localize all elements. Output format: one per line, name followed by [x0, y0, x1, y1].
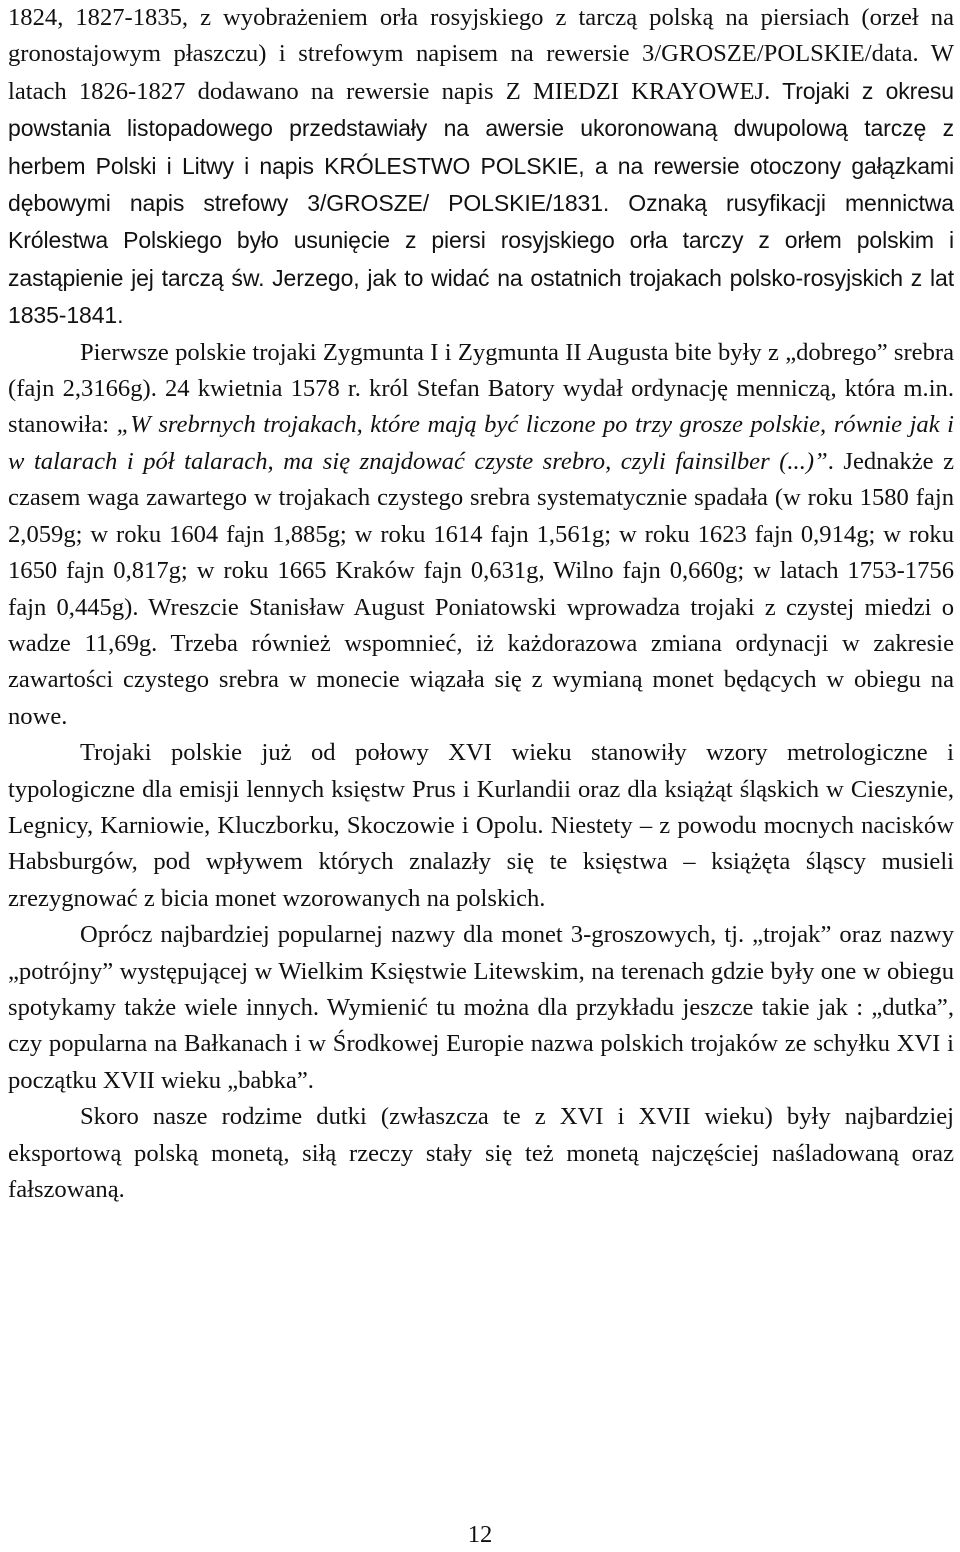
paragraph-4-text: Oprócz najbardziej popularnej nazwy dla monet 3-groszowych, tj. „trojak” oraz nazwy „potrójny” występującej w Wielkim Księstwie Litewskim, na terenach gdzie były one w obiegu spotykamy także wiele innych. Wymienić tu można dla przykładu jeszcze takie jak : „dutka”, czy popularna na Bałkanach i w Środkowej Europie nazwa polskich trojaków ze schyłku XVI i początku XVII wieku „babka”. [8, 921, 954, 1094]
paragraph-5-text: Skoro nasze rodzime dutki (zwłaszcza te z XVI i XVII wieku) były najbardziej eksportową polską monetą, siłą rzeczy stały się też monetą najczęściej naśladowaną oraz fałszowaną. [8, 1103, 954, 1203]
page-number: 12 [467, 1521, 493, 1548]
paragraph-1-text-b: Trojaki z okresu powstania listopadowego przedstawiały na awersie ukoronowaną dwupolową tarczę z herbem Polski i Litwy i napis KRÓLESTWO POLSKIE, a na rewersie otoczony gałązkami dębowymi napis strefowy 3/GROSZE/ POLSKIE/1831. Oznaką rusyfikacji mennictwa Królestwa Polskiego było usunięcie z piersi rosyjskiego orła tarczy z orłem polskim i zastąpienie jej tarczą św. Jerzego, jak to widać na ostatnich trojakach polsko-rosyjskich z lat 1835-1841. [8, 77, 954, 329]
paragraph-4 [8, 917, 954, 1099]
paragraph-2-text-c: . Jednakże z czasem waga zawartego w trojakach czystego srebra systematycznie spadała (w roku 1580 fajn 2,059g; w roku 1604 fajn 1,885g; w roku 1614 fajn 1,561g; w roku 1623 fajn 0,914g; w roku 1650 fajn 0,817g; w roku 1665 Kraków fajn 0,631g, Wilno fajn 0,660g; w latach 1753-1756 fajn 0,445g). Wreszcie Stanisław August Poniatowski wprowadza trojaki z czystej miedzi o wadze 11,69g. Trzeba również wspomnieć, iż każdorazowa zmiana ordynacji w zakresie zawartości czystego srebra w monecie wiązała się z wymianą monet będących w obiegu na nowe. [8, 447, 954, 730]
paragraph-5 [8, 1099, 954, 1208]
paragraph-1-text-a: 1824, 1827-1835, z wyobrażeniem orła rosyjskiego z tarczą polską na piersiach (orzeł na gronostajowym płaszczu) i strefowym napisem na rewersie 3/GROSZE/POLSKIE/data. W latach 1826-1827 dodawano na rewersie napis Z MIEDZI KRAYOWEJ. [8, 4, 954, 105]
paragraph-3 [8, 735, 954, 917]
paragraph-2 [8, 335, 954, 735]
document-page [8, 0, 954, 1208]
paragraph-3-text: Trojaki polskie już od połowy XVI wieku stanowiły wzory metrologiczne i typologiczne dla emisji lennych księstw Prus i Kurlandii oraz dla książąt śląskich w Cieszynie, Legnicy, Karniowie, Kluczborku, Skoczowie i Opolu. Niestety – z powodu mocnych nacisków Habsburgów, pod wpływem których znalazły się te księstwa – książęta śląscy musieli zrezygnować z bicia monet wzorowanych na polskich. [8, 739, 954, 912]
ordinance-quote: „W srebrnych trojakach, które mają być liczone po trzy grosze polskie, równie jak i w talarach i pół talarach, ma się znajdować czyste srebro, czyli fainsilber (...)” [8, 411, 954, 475]
paragraph-2-text-a: Pierwsze polskie trojaki Zygmunta I i Zygmunta II Augusta bite były z „dobrego” srebra (fajn 2,3166g). 24 kwietnia 1578 r. król Stefan Batory wydał ordynację menniczą, która m.in. stanowiła: [8, 338, 954, 439]
paragraph-1 [8, 0, 954, 335]
